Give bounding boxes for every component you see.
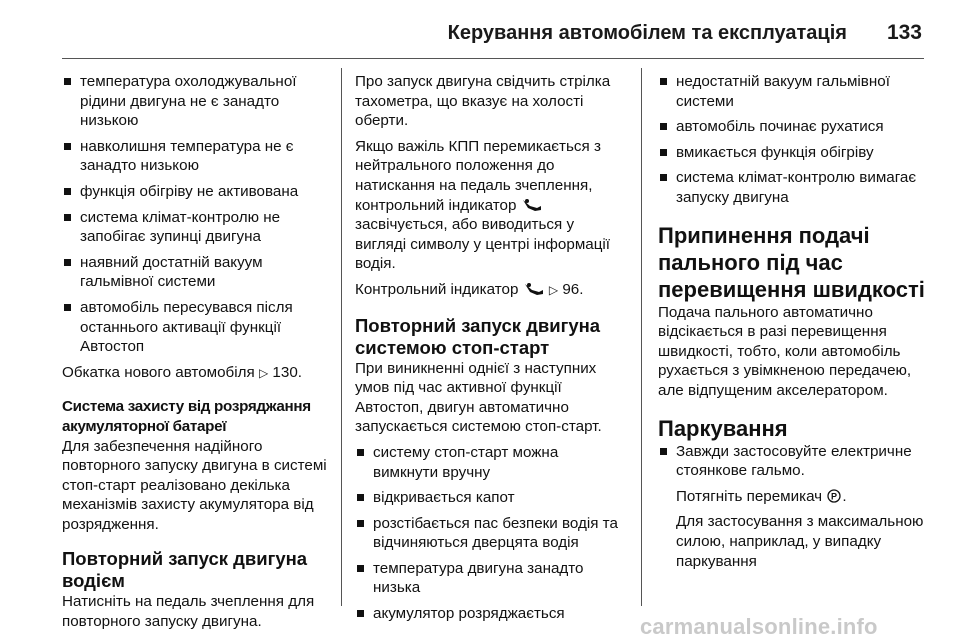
bullet-square-icon	[357, 520, 364, 527]
battery-heading: Система захисту від розряджання акумуляторної батареї	[62, 398, 311, 435]
ref-arrow-icon: ▷	[258, 365, 269, 380]
list-item: функція обігріву не активована	[62, 182, 330, 202]
battery-text: Для забезпечення надійного повторного запуску двигуна в системі стоп-старт реалізовано декілька механізмів захисту акумулятора від розрядження.	[62, 437, 327, 533]
column-2	[355, 72, 625, 630]
column-1	[62, 72, 330, 638]
bullet-square-icon	[64, 143, 71, 150]
list-item: наявний достатній вакуум гальмівної системи	[62, 253, 330, 292]
conditions-list	[62, 72, 330, 357]
column-divider-2	[641, 68, 642, 606]
list-item: відкривається капот	[355, 488, 625, 508]
restart-conditions-list	[355, 443, 625, 624]
fuel-cutoff-text: Подача пального автоматично відсікається в разі перевищення швидкості, тобто, коли автомобіль рухається з увімкненою передачею, але відпущеним акселератором.	[658, 303, 912, 399]
list-item: температура двигуна занадто низька	[355, 559, 625, 598]
parking-pull-text: Потягніть перемикач P .	[676, 487, 847, 505]
tachometer-text: Про запуск двигуна свідчить стрілка тахометра, що вказує на холості оберти.	[355, 73, 611, 130]
page-number: 133	[886, 21, 922, 44]
list-item: Завжди застосовуйте електричне стоянкове гальмо.	[658, 442, 928, 481]
parking-force-text: Для застосування з максимальною силою, наприклад, у випадку паркування	[676, 513, 924, 570]
system-restart-heading: Повторний запуск двигуна системою стоп-старт	[355, 314, 601, 358]
page-title: Керування автомобілем та експлуатація	[447, 21, 847, 44]
bullet-square-icon	[357, 449, 364, 456]
bullet-square-icon	[357, 494, 364, 501]
list-item: розстібається пас безпеки водія та відчиняються дверцята водія	[355, 514, 625, 553]
driver-restart-text: Натисніть на педаль зчеплення для повторного запуску двигуна.	[62, 593, 315, 631]
indicator-reference: Контрольний індикатор ▷ 96.	[355, 280, 584, 298]
list-item: автомобіль починає рухатися	[658, 117, 928, 137]
bullet-square-icon	[660, 174, 667, 181]
watermark: carmanualsonline.info	[640, 614, 878, 639]
parking-list	[658, 442, 928, 481]
list-item: навколишня температура не є занадто низькою	[62, 137, 330, 176]
list-item: акумулятор розряджається	[355, 604, 625, 624]
page-header	[62, 18, 922, 48]
bullet-square-icon	[64, 304, 71, 311]
header-divider	[62, 58, 924, 59]
bullet-square-icon	[660, 123, 667, 130]
svg-text:P: P	[831, 491, 838, 502]
column-3	[658, 72, 928, 577]
list-item: система клімат-контролю не запобігає зупинці двигуна	[62, 208, 330, 247]
more-conditions-list	[658, 72, 928, 208]
stop-start-indicator-icon	[523, 281, 545, 297]
list-item: недостатній вакуум гальмівної системи	[658, 72, 928, 111]
bullet-square-icon	[660, 448, 667, 455]
bullet-square-icon	[64, 78, 71, 85]
list-item: автомобіль пересувався після останнього активації функції Автостоп	[62, 298, 330, 357]
bullet-square-icon	[64, 188, 71, 195]
system-restart-text: При виникненні однієї з наступних умов під час активної функції Автостоп, двигун автоматично запускається системою стоп-старт.	[355, 359, 602, 436]
bullet-square-icon	[660, 149, 667, 156]
gear-shift-text: Якщо важіль КПП перемикається з нейтрального положення до натискання на педаль зчеплення, контрольний індикатор засвічується, або виводиться у вигляді символу у центрі інформації водія.	[355, 137, 611, 273]
stop-start-indicator-icon	[521, 197, 543, 213]
list-item: систему стоп-старт можна вимкнути вручну	[355, 443, 625, 482]
page-link[interactable]: 130.	[272, 363, 302, 381]
driver-restart-heading: Повторний запуск двигуна водієм	[62, 548, 308, 592]
fuel-cutoff-heading: Припинення подачі пального під час перевищення швидкості	[658, 222, 925, 302]
list-item: температура охолоджувальної рідини двигуна не є занадто низькою	[62, 72, 330, 131]
ref-arrow-icon: ▷	[548, 282, 559, 297]
parking-brake-icon	[826, 488, 842, 504]
bullet-square-icon	[357, 610, 364, 617]
bullet-square-icon	[357, 565, 364, 572]
page-link[interactable]: 96.	[562, 280, 584, 298]
bullet-square-icon	[64, 259, 71, 266]
list-item: система клімат-контролю вимагає запуску двигуна	[658, 168, 928, 207]
column-divider-1	[341, 68, 342, 606]
parking-heading: Паркування	[658, 415, 788, 441]
breakin-reference: Обкатка нового автомобіля ▷ 130.	[62, 363, 302, 381]
bullet-square-icon	[64, 214, 71, 221]
list-item: вмикається функція обігріву	[658, 143, 928, 163]
bullet-square-icon	[660, 78, 667, 85]
